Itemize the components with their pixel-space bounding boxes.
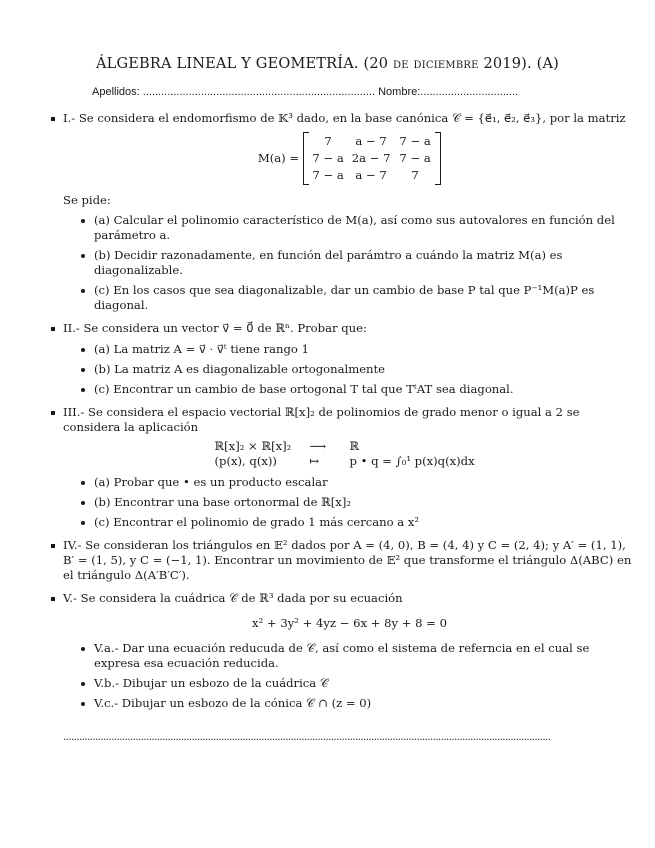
section-I-item-b: (b) Decidir razonadamente, en función del parámtro a cuándo la matriz M(a) es diagonalizable. bbox=[51, 248, 636, 278]
section-V-item-c: V.c.- Dibujar un esbozo de la cónica 𝒞 ∩ (z = 0) bbox=[51, 696, 636, 711]
title-main: ÁLGEBRA LINEAL Y GEOMETRÍA. (20 bbox=[95, 56, 389, 72]
apellidos-label: Apellidos: bbox=[92, 86, 140, 98]
section-I-item-c: (c) En los casos que sea diagonalizable, dar un cambio de base P tal que P⁻¹M(a)P es diagonal. bbox=[51, 283, 636, 313]
section-I-item-a: (a) Calcular el polinomio característico de M(a), así como sus autovalores en función del parámetro a. bbox=[51, 213, 636, 243]
section-II bbox=[51, 321, 636, 336]
matrix-cell: 7 − a bbox=[399, 151, 431, 165]
matrix-cell: a − 7 bbox=[355, 134, 387, 148]
section-II-item-a: (a) La matriz A = v⃗ · v⃗ᵗ tiene rango 1 bbox=[51, 342, 636, 357]
nombre-blank: ................................ bbox=[420, 86, 519, 98]
section-IV bbox=[51, 538, 636, 583]
title-date: de diciembre bbox=[393, 56, 479, 72]
matrix-cell: 7 bbox=[411, 168, 419, 182]
matrix-label: M(a) = bbox=[257, 151, 300, 165]
section-II-item-c: (c) Encontrar un cambio de base ortogonal T tal que TᵗAT sea diagonal. bbox=[51, 382, 636, 397]
title-tail: 2019). (A) bbox=[483, 56, 560, 72]
matrix-cell: a − 7 bbox=[355, 168, 387, 182]
section-III-item-a: (a) Probar que • es un producto escalar bbox=[51, 475, 636, 490]
section-V bbox=[51, 591, 636, 631]
section-I-intro: I.- Se considera el endomorfismo de 𝕂³ dado, en la base canónica 𝒞 = {e⃗₁, e⃗₂, e⃗₃}, por la matriz bbox=[63, 111, 626, 125]
matrix-cell: 2a − 7 bbox=[351, 151, 391, 165]
section-III-item-b: (b) Encontrar una base ortonormal de ℝ[x]₂ bbox=[51, 495, 636, 510]
section-V-item-b: V.b.- Dibujar un esbozo de la cuádrica 𝒞 bbox=[51, 676, 636, 691]
student-name-line bbox=[92, 86, 612, 98]
section-III bbox=[51, 405, 636, 469]
section-II-item-b: (b) La matriz A es diagonalizable ortogonalmente bbox=[51, 362, 636, 377]
exam-title bbox=[0, 56, 655, 72]
section-III-item-c: (c) Encontrar el polinomio de grado 1 más cercano a x² bbox=[51, 515, 636, 530]
matrix-cell: 7 − a bbox=[399, 134, 431, 148]
nombre-label: Nombre: bbox=[378, 86, 421, 98]
section-IV-text: IV.- Se consideran los triángulos en 𝔼² dados por A = (4, 0), B = (4, 4) y C = (2, 4); y A′ = (1, 1), B′ = (1, 5), y C = (−1, 1). Encontrar un movimiento de 𝔼² que transforme el triángulo Δ(ABC) en el triángulo Δ(A′B′C′). bbox=[63, 538, 632, 582]
map-argument: (p(x), q(x)) bbox=[214, 454, 277, 468]
section-II-intro: II.- Se considera un vector v⃗ = 0⃗ de ℝⁿ. Probar que: bbox=[63, 321, 367, 335]
matrix-M bbox=[303, 132, 441, 185]
map-mapsto: ↦ bbox=[309, 454, 320, 468]
map-codomain: ℝ bbox=[349, 439, 360, 453]
section-V-intro: V.- Se considera la cuádrica 𝒞 de ℝ³ dada por su ecuación bbox=[63, 591, 403, 605]
exam-body bbox=[51, 111, 636, 711]
footer-dotted-line: ...................................................................................................................................................................................... bbox=[63, 732, 551, 743]
section-I bbox=[51, 111, 636, 185]
section-III-intro: III.- Se considera el espacio vectorial ℝ[x]₂ de polinomios de grado menor o igual a 2 se considera la aplicación bbox=[63, 405, 580, 434]
matrix-cell: 7 − a bbox=[312, 151, 344, 165]
quadric-equation: x² + 3y² + 4yz − 6x + 8y + 8 = 0 bbox=[252, 616, 447, 630]
matrix-cell: 7 − a bbox=[312, 168, 344, 182]
matrix-display bbox=[63, 132, 636, 185]
apellidos-blank: ............................................................................ bbox=[142, 86, 376, 98]
map-arrow: ⟶ bbox=[309, 439, 327, 453]
se-pide-label: Se pide: bbox=[63, 193, 111, 207]
matrix-cell: 7 bbox=[324, 134, 332, 148]
map-domain: ℝ[x]₂ × ℝ[x]₂ bbox=[214, 439, 292, 453]
section-V-item-a: V.a.- Dar una ecuación reducuda de 𝒞, así como el sistema de referncia en el cual se expresa esa ecuación reducida. bbox=[51, 641, 636, 671]
map-definition: p • q = ∫₀¹ p(x)q(x)dx bbox=[349, 454, 475, 468]
bilinear-map bbox=[215, 439, 485, 469]
